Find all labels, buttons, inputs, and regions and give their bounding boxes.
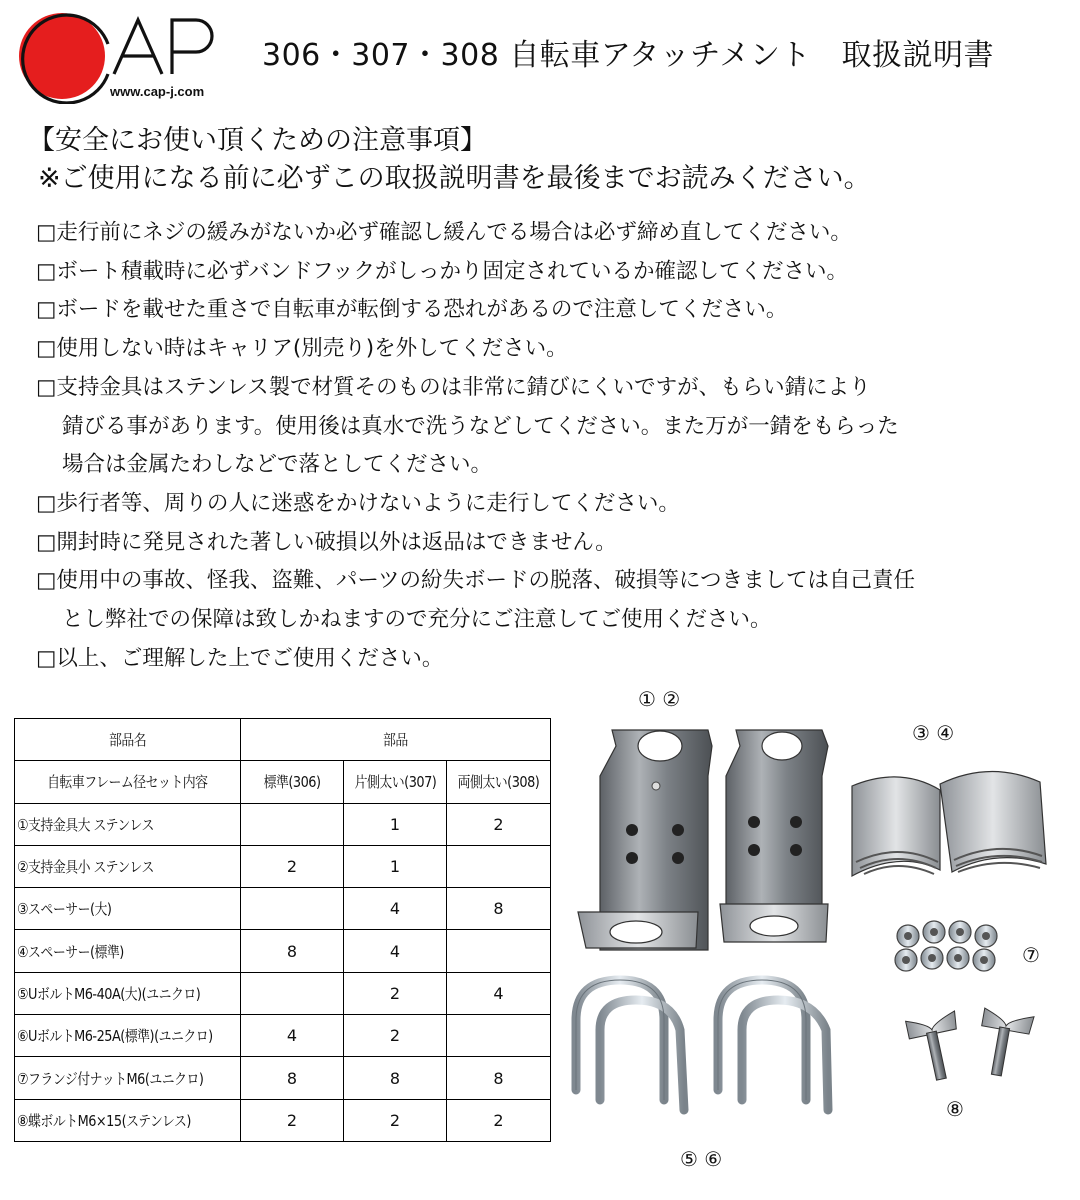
logo-letter-a xyxy=(114,20,162,74)
note-8-cont: とし弊社での保障は致しかねますので充分にご注意してご使用ください。 xyxy=(62,607,772,633)
label-brackets: ① ② xyxy=(638,687,681,711)
table-row xyxy=(15,930,551,972)
part-name: ③スペーサー(大) xyxy=(15,888,241,930)
label-spacers: ③ ④ xyxy=(912,721,955,745)
table-row xyxy=(15,888,551,930)
qty-307: 2 xyxy=(344,972,447,1014)
qty-306 xyxy=(241,888,344,930)
qty-307: 1 xyxy=(344,803,447,845)
part-name: ⑦フランジ付ナットM6(ユニクロ) xyxy=(15,1057,241,1099)
qty-306: 8 xyxy=(241,1057,344,1099)
qty-308: 8 xyxy=(447,888,551,930)
safety-subheading: ※ご使用になる前に必ずこの取扱説明書を最後までお読みください。 xyxy=(38,163,871,194)
note-4: □使用しない時はキャリア(別売り)を外してください。 xyxy=(36,336,568,362)
qty-308 xyxy=(447,930,551,972)
safety-heading: 【安全にお使い頂くための注意事項】 xyxy=(28,125,487,156)
label-nuts: ⑦ xyxy=(1022,943,1040,967)
header-part-name: 部品名 xyxy=(15,719,241,761)
parts-photo xyxy=(560,680,1070,1180)
qty-308: 2 xyxy=(447,1099,551,1141)
bracket-small xyxy=(720,730,828,942)
qty-308: 4 xyxy=(447,972,551,1014)
table-row xyxy=(15,803,551,845)
qty-307: 4 xyxy=(344,888,447,930)
qty-306: 2 xyxy=(241,845,344,887)
note-2: □ボート積載時に必ずバンドフックがしっかり固定されているか確認してください。 xyxy=(36,258,848,284)
qty-306 xyxy=(241,972,344,1014)
qty-307: 8 xyxy=(344,1057,447,1099)
note-5-cont-1: 錆びる事があります。使用後は真水で洗うなどしてください。また万が一錆をもらった xyxy=(62,413,899,439)
note-9: □以上、ご理解した上でご使用ください。 xyxy=(36,645,444,671)
qty-308 xyxy=(447,845,551,887)
qty-307: 1 xyxy=(344,845,447,887)
column-standard-306: 標準(306) xyxy=(241,761,344,803)
table-row xyxy=(15,1015,551,1057)
part-name: ⑤UボルトM6-40A(大)(ユニクロ) xyxy=(15,972,241,1014)
u-bolts xyxy=(576,980,828,1110)
part-name: ②支持金具小 ステンレス xyxy=(15,845,241,887)
qty-307: 4 xyxy=(344,930,447,972)
qty-307: 2 xyxy=(344,1015,447,1057)
column-one-side-307: 片側太い(307) xyxy=(344,761,447,803)
note-8: □使用中の事故、怪我、盗難、パーツの紛失ボードの脱落、破損等につきましては自己責任 xyxy=(36,568,916,594)
note-1: □走行前にネジの緩みがないか必ず確認し緩んでる場合は必ず締め直してください。 xyxy=(36,220,852,245)
logo-letter-p xyxy=(172,20,212,74)
note-5-cont-2: 場合は金属たわしなどで落としてください。 xyxy=(62,452,493,478)
qty-306: 2 xyxy=(241,1099,344,1141)
table-row xyxy=(15,845,551,887)
safety-notes xyxy=(36,214,1076,678)
part-name: ④スペーサー(標準) xyxy=(15,930,241,972)
note-7: □開封時に発見された著しい破損以外は返品はできません。 xyxy=(36,529,617,555)
spacer-standard xyxy=(940,771,1046,872)
qty-308: 8 xyxy=(447,1057,551,1099)
header-parts: 部品 xyxy=(241,719,551,761)
table-subheader-row xyxy=(15,761,551,803)
qty-306: 8 xyxy=(241,930,344,972)
table-row xyxy=(15,1057,551,1099)
part-name: ⑥UボルトM6-25A(標準)(ユニクロ) xyxy=(15,1015,241,1057)
document-title: 306・307・308 自転車アタッチメント 取扱説明書 xyxy=(262,38,995,73)
part-name: ①支持金具大 ステンレス xyxy=(15,803,241,845)
cap-logo xyxy=(14,8,224,104)
qty-308: 2 xyxy=(447,803,551,845)
note-5: □支持金具はステンレス製で材質そのものは非常に錆びにくいですが、もらい錆により xyxy=(36,374,871,400)
logo-url: www.cap-j.com xyxy=(110,84,205,99)
qty-307: 2 xyxy=(344,1099,447,1141)
column-both-sides-308: 両側太い(308) xyxy=(447,761,551,803)
parts-table xyxy=(14,718,551,1142)
flange-nuts xyxy=(895,921,997,971)
table-row xyxy=(15,1099,551,1141)
subheader-set-contents: 自転車フレーム径セット内容 xyxy=(15,761,241,803)
table-header-row xyxy=(15,719,551,761)
table-row xyxy=(15,972,551,1014)
qty-308 xyxy=(447,1015,551,1057)
part-name: ⑧蝶ボルトM6×15(ステンレス) xyxy=(15,1099,241,1141)
bracket-large xyxy=(578,730,712,950)
qty-306: 4 xyxy=(241,1015,344,1057)
label-wing-bolts: ⑧ xyxy=(946,1097,964,1121)
note-3: □ボードを載せた重さで自転車が転倒する恐れがあるので注意してください。 xyxy=(36,297,788,323)
wing-bolts xyxy=(906,1008,1034,1084)
qty-306 xyxy=(241,803,344,845)
label-u-bolts: ⑤ ⑥ xyxy=(680,1147,723,1171)
spacer-large xyxy=(852,777,940,876)
note-6: □歩行者等、周りの人に迷惑をかけないように走行してください。 xyxy=(36,490,680,516)
